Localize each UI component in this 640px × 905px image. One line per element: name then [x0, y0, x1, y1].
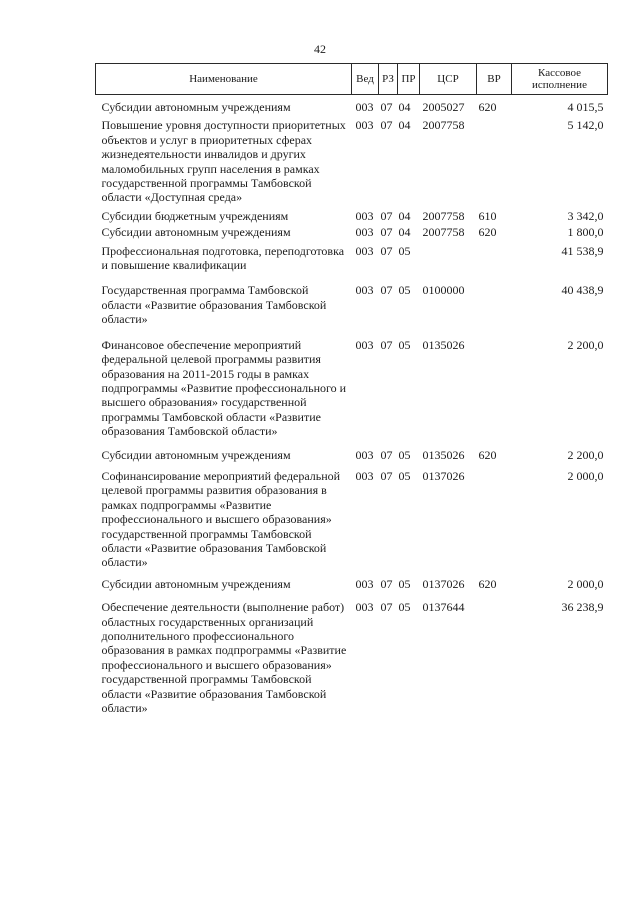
- cell-pr: 04: [398, 208, 411, 223]
- cell-ved: 003: [355, 337, 374, 352]
- cell-name: Профессиональная подготовка, переподготовка и повышение квалификации: [101, 243, 345, 273]
- cell-rz: 07: [380, 337, 393, 352]
- cell-name: Субсидии автономным учреждениям: [101, 447, 291, 462]
- cell-csr: 2007758: [422, 118, 465, 133]
- cell-kas: 41 538,9: [561, 243, 604, 258]
- cell-rz: 07: [380, 600, 393, 615]
- cell-pr: 04: [398, 100, 411, 114]
- cell-kas: 2 000,0: [567, 576, 604, 591]
- cell-pr: 05: [398, 468, 411, 483]
- cell-pr: 05: [398, 243, 411, 258]
- table-row: [96, 468, 608, 576]
- cell-rz: 07: [380, 225, 393, 240]
- cell-kas: 2 000,0: [567, 468, 604, 483]
- cell-kas: 3 342,0: [567, 208, 604, 223]
- cell-rz: 07: [380, 118, 393, 133]
- cell-vr: 620: [478, 576, 497, 591]
- cell-csr: 0137026: [422, 468, 465, 483]
- table-body: [96, 95, 608, 716]
- table-row: [96, 576, 608, 599]
- cell-csr: 0135026: [422, 447, 465, 462]
- cell-pr: 05: [398, 447, 411, 462]
- cell-pr: 05: [398, 337, 411, 352]
- table-row: [96, 447, 608, 468]
- cell-vr: 610: [478, 208, 497, 223]
- cell-vr: 620: [478, 447, 497, 462]
- cell-vr: 620: [478, 100, 497, 114]
- cell-ved: 003: [355, 576, 374, 591]
- page-number: 42: [314, 42, 326, 56]
- cell-ved: 003: [355, 118, 374, 133]
- cell-csr: 2005027: [422, 100, 465, 114]
- cell-csr: 0100000: [422, 283, 465, 298]
- cell-kas: 36 238,9: [561, 600, 604, 615]
- header-vr: ВР: [477, 64, 512, 95]
- cell-vr: [477, 599, 512, 715]
- header-pr: ПР: [398, 64, 420, 95]
- cell-kas: 40 438,9: [561, 283, 604, 298]
- cell-name: Субсидии автономным учреждениям: [101, 576, 291, 591]
- cell-ved: 003: [355, 243, 374, 258]
- cell-ved: 003: [355, 468, 374, 483]
- cell-name: Субсидии автономным учреждениям: [101, 100, 291, 114]
- table-row: [96, 599, 608, 715]
- cell-rz: 07: [380, 208, 393, 223]
- cell-pr: 05: [398, 600, 411, 615]
- table-row: [96, 224, 608, 242]
- cell-vr: [477, 337, 512, 447]
- table-row: [96, 243, 608, 283]
- cell-csr: 2007758: [422, 208, 465, 223]
- cell-ved: 003: [355, 208, 374, 223]
- header-name: Наименование: [96, 64, 352, 95]
- header-kas: Кассовое исполнение: [512, 64, 608, 95]
- table-row: [96, 95, 608, 118]
- cell-ved: 003: [355, 225, 374, 240]
- table-row: [96, 337, 608, 447]
- header-csr: ЦСР: [420, 64, 477, 95]
- cell-rz: 07: [380, 243, 393, 258]
- cell-pr: 04: [398, 118, 411, 133]
- cell-kas: 1 800,0: [567, 225, 604, 240]
- table-row: [96, 208, 608, 224]
- cell-vr: [477, 243, 512, 283]
- cell-ved: 003: [355, 447, 374, 462]
- cell-rz: 07: [380, 283, 393, 298]
- table-row: [96, 117, 608, 207]
- cell-name: Субсидии автономным учреждениям: [101, 225, 291, 240]
- cell-csr: 0137644: [422, 600, 465, 615]
- cell-name: Повышение уровня доступности приоритетных объектов и услуг в приоритетных сферах жизнедеятельности инвалидов и других маломобильных групп населения в рамках государственной программы Тамбовской области «Доступная среда»: [101, 118, 346, 205]
- cell-rz: 07: [380, 468, 393, 483]
- cell-kas: 2 200,0: [567, 447, 604, 462]
- cell-pr: 04: [398, 225, 411, 240]
- cell-name: Софинансирование мероприятий федеральной целевой программы развития образования в рамках подпрограммы «Развитие профессионального и высшего образования» государственной программы Тамбовской области «Развитие образования Тамбовской области»: [101, 468, 341, 570]
- cell-kas: 4 015,5: [567, 100, 604, 114]
- cell-csr: 0135026: [422, 337, 465, 352]
- header-ved: Вед: [352, 64, 379, 95]
- cell-csr: 2007758: [422, 225, 465, 240]
- table-header: [96, 64, 608, 95]
- cell-csr: 0137026: [422, 576, 465, 591]
- table-row: [96, 282, 608, 336]
- cell-pr: 05: [398, 283, 411, 298]
- header-rz: РЗ: [379, 64, 398, 95]
- cell-vr: [477, 468, 512, 576]
- cell-kas: 5 142,0: [567, 118, 604, 133]
- cell-name: Обеспечение деятельности (выполнение работ) областных государственных организаций дополнительного профессионального образования в рамках подпрограммы «Развитие профессионального и высшего образования» государственной программы Тамбовской области «Развитие образования Тамбовской области»: [101, 600, 347, 716]
- cell-vr: [477, 117, 512, 207]
- cell-rz: 07: [380, 576, 393, 591]
- cell-vr: [477, 282, 512, 336]
- cell-rz: 07: [380, 100, 393, 114]
- cell-csr: [420, 243, 477, 283]
- cell-name: Субсидии бюджетным учреждениям: [101, 208, 289, 223]
- cell-ved: 003: [355, 283, 374, 298]
- cell-name: Финансовое обеспечение мероприятий федеральной целевой программы развития образования на 2011-2015 годы в рамках подпрограммы «Развитие профессионального и высшего образования» государственной программы Тамбовской области «Развитие образования Тамбовской области»: [101, 337, 347, 439]
- budget-table: [95, 63, 608, 715]
- cell-ved: 003: [355, 600, 374, 615]
- cell-vr: 620: [478, 225, 497, 240]
- cell-ved: 003: [355, 100, 374, 114]
- cell-rz: 07: [380, 447, 393, 462]
- cell-kas: 2 200,0: [567, 337, 604, 352]
- cell-name: Государственная программа Тамбовской области «Развитие образования Тамбовской области»: [101, 283, 327, 327]
- cell-pr: 05: [398, 576, 411, 591]
